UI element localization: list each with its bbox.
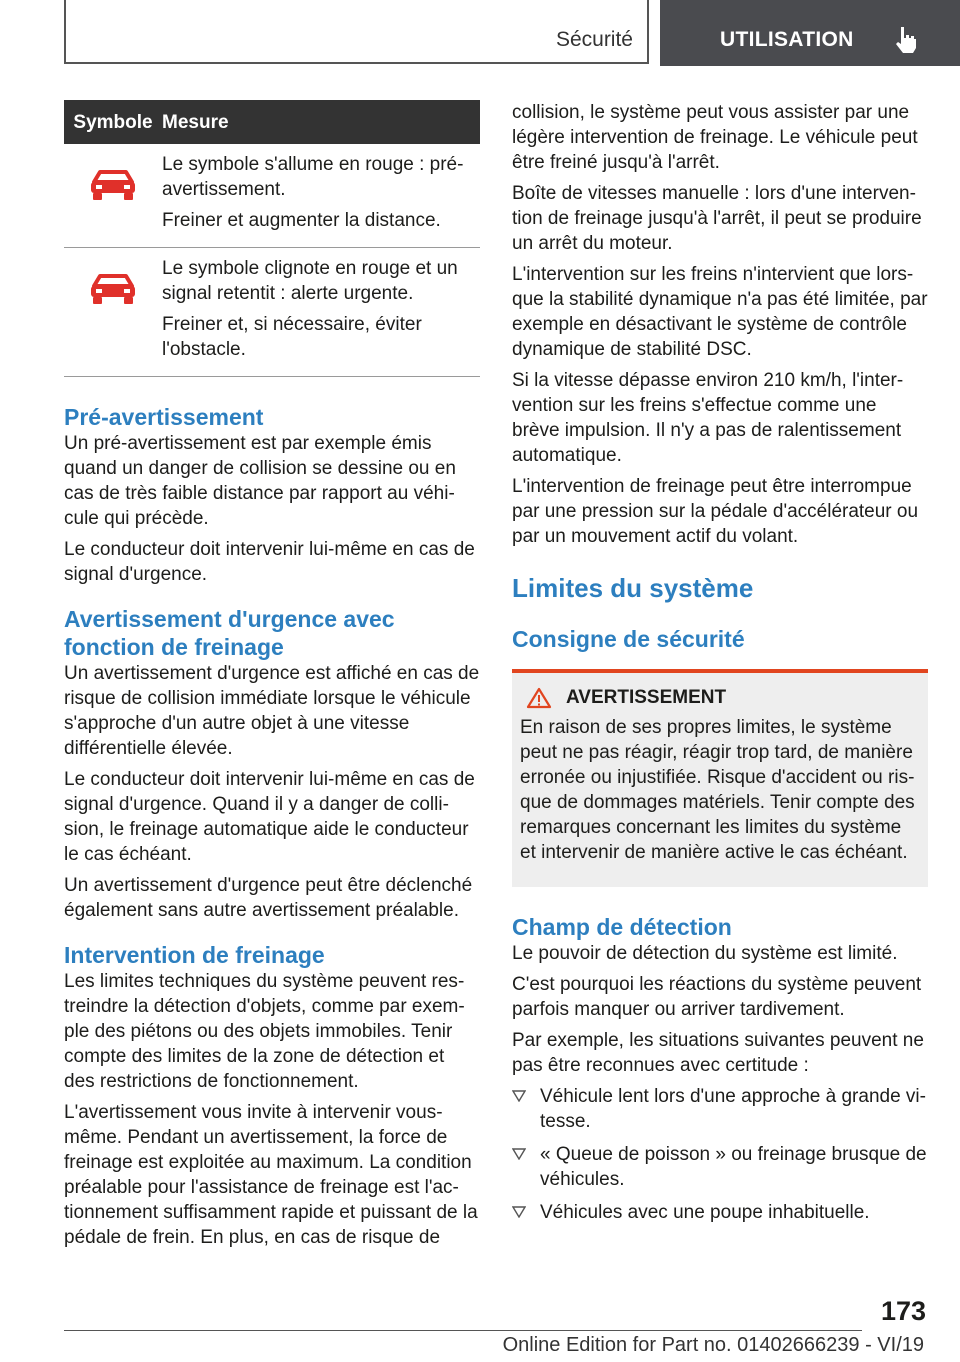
right-column (512, 100, 928, 1233)
paragraph: Le pouvoir de détection du système est limité. (512, 943, 898, 964)
table-row (64, 144, 480, 248)
paragraph: C'est pourquoi les réactions du système peuvent parfois manquer ou arriver tardivement. (512, 974, 922, 1020)
hand-pointer-icon (892, 24, 922, 54)
column-header-measure: Mesure (162, 100, 480, 144)
measure-cell (162, 248, 480, 377)
footer-divider (64, 1330, 862, 1331)
list-item-text: « Queue de poisson » ou freinage brusque de véhicules. (540, 1144, 927, 1190)
car-front-icon (88, 164, 138, 202)
warning-triangle-icon (526, 687, 552, 709)
heading-safety-notice: Consigne de sécurité (512, 626, 745, 652)
paragraph: Boîte de vitesses manuelle : lors d'une intervention de freinage jusqu'à l'arrêt, il peut se produire un arrêt du moteur. (512, 183, 922, 254)
paragraph: L'intervention de freinage peut être interrompue par une pression sur la pédale d'accélérateur ou par un mouvement actif du volant. (512, 476, 919, 547)
paragraph: Les limites techniques du système peuvent restreindre la détection d'objets, comme par exemple des piétons ou des objets immobiles. Tenir compte des limites de la zone de détection et des restrictions de fonctionnement. (64, 971, 465, 1092)
heading-system-limits: Limites du système (512, 573, 754, 603)
list-item (512, 1142, 928, 1192)
list-item-text: Véhicules avec une poupe inhabituelle. (540, 1202, 870, 1223)
paragraph: L'avertissement vous invite à intervenir vous-même. Pendant un avertissement, la force de freinage est exploitée au maximum. La condition préalable pour l'assistance de freinage est l'actionnement suffisamment rapide et puissant de la pédale de frein. En plus, en cas de risque de (64, 1102, 478, 1248)
header-chapter-label: UTILISATION (720, 28, 854, 51)
paragraph: collision, le système peut vous assister par une légère intervention de freinage. Le véhicule peut être freiné jusqu'à l'arrêt. (512, 102, 918, 173)
car-front-icon (88, 268, 138, 306)
measure-text: Le symbole s'allume en rouge : pré-avertissement. (162, 154, 464, 200)
paragraph: Par exemple, les situations suivantes peuvent ne pas être reconnues avec certitude : (512, 1030, 924, 1076)
list-item-text: Véhicule lent lors d'une approche à grande vitesse. (540, 1086, 926, 1132)
paragraph: Le conducteur doit intervenir lui-même en cas de signal d'urgence. (64, 539, 475, 585)
measure-cell (162, 144, 480, 248)
situation-list (512, 1084, 928, 1225)
triangle-bullet-icon (512, 1090, 526, 1102)
table-header-row (64, 100, 480, 144)
list-item (512, 1084, 928, 1134)
warning-title: AVERTISSEMENT (566, 687, 727, 708)
measure-text: Le symbole clignote en rouge et un signal retentit : alerte urgente. (162, 258, 458, 304)
column-header-symbol: Symbole (64, 100, 162, 144)
paragraph: Un avertissement d'urgence est affiché en cas de risque de collision immédiate lorsque le véhicule s'approche d'un autre objet à une vitesse différentielle élevée. (64, 663, 480, 759)
heading-pre-warning: Pré-avertissement (64, 404, 264, 430)
heading-brake-intervention: Intervention de freinage (64, 942, 325, 968)
symbol-table (64, 100, 480, 377)
footer-edition: Online Edition for Part no. 01402666239 - VI/19 (502, 1334, 924, 1356)
warning-box (512, 669, 928, 887)
paragraph: Si la vitesse dépasse environ 210 km/h, l'intervention sur les freins s'effectue comme une brève impulsion. Il n'y a pas de ralentissement automatique. (512, 370, 904, 466)
paragraph: L'intervention sur les freins n'intervient que lorsque la stabilité dynamique n'a pas été limitée, par exemple en désactivant le système de contrôle dynamique de stabilité DSC. (512, 264, 928, 360)
symbol-cell (64, 144, 162, 248)
symbol-cell (64, 248, 162, 377)
warning-title-row (520, 687, 920, 709)
heading-urgent-warning: Avertissement d'urgence avec fonction de freinage (64, 606, 395, 660)
header-section-title: Sécurité (555, 28, 633, 51)
header-section-box (64, 0, 649, 64)
table-row (64, 248, 480, 377)
page-number: 173 (880, 1296, 926, 1326)
triangle-bullet-icon (512, 1148, 526, 1160)
left-column (64, 100, 480, 1256)
list-item (512, 1200, 928, 1225)
measure-text: Freiner et, si nécessaire, éviter l'obstacle. (162, 314, 422, 360)
header-chapter-tab (660, 0, 960, 66)
paragraph: Un avertissement d'urgence peut être déclenché également sans autre avertissement préalable. (64, 875, 473, 921)
warning-text: En raison de ses propres limites, le système peut ne pas réagir, réagir trop tard, de manière erronée ou injustifiée. Risque d'accident ou risque de dommages matériels. Tenir compte des remarques concernant les limites du système et intervenir de manière active le cas échéant. (520, 717, 915, 863)
heading-detection-field: Champ de détection (512, 914, 732, 940)
triangle-bullet-icon (512, 1206, 526, 1218)
measure-text: Freiner et augmenter la distance. (162, 210, 441, 231)
paragraph: Le conducteur doit intervenir lui-même en cas de signal d'urgence. Quand il y a danger de collision, le freinage automatique aide le conducteur le cas échéant. (64, 769, 475, 865)
paragraph: Un pré-avertissement est par exemple émis quand un danger de collision se dessine ou en cas de très faible distance par rapport au véhicule qui précède. (64, 433, 456, 529)
